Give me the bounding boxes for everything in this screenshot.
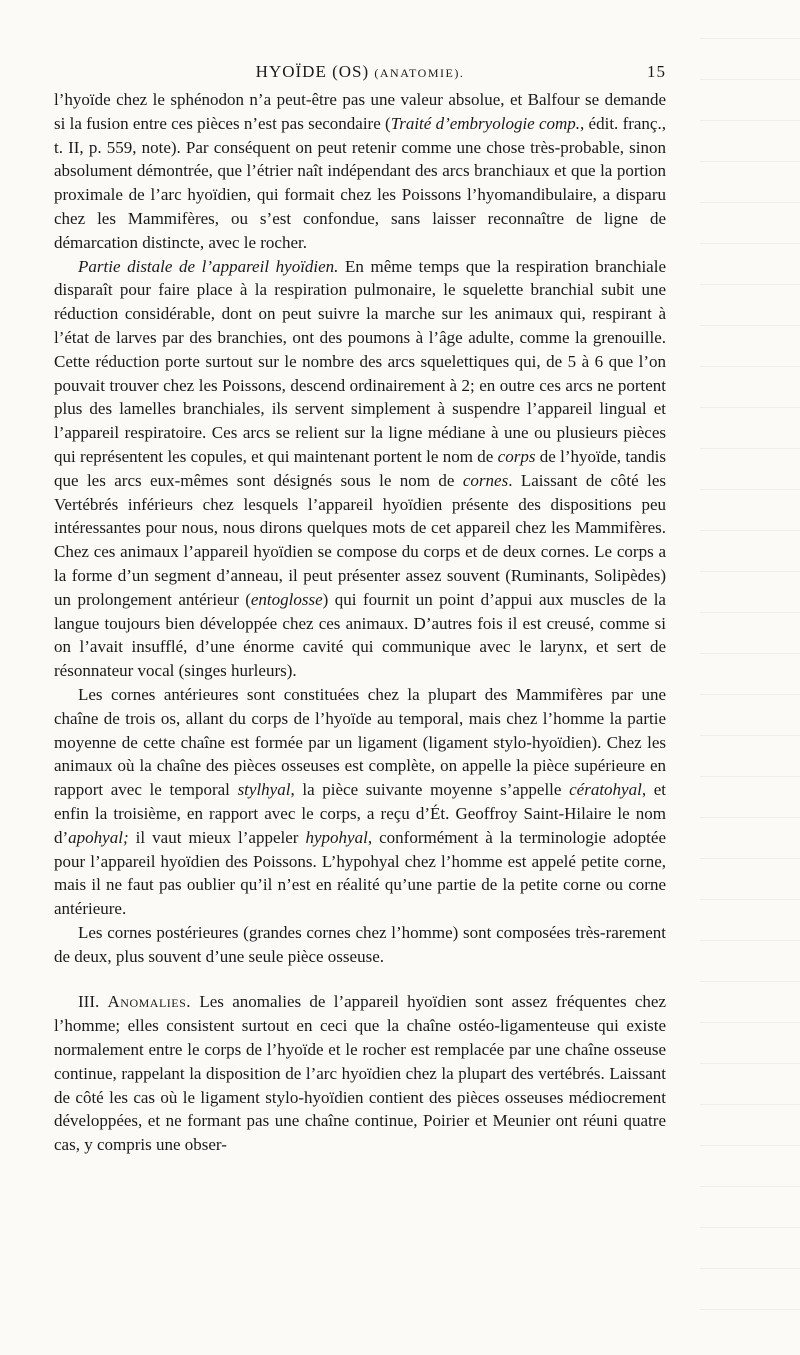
text-run: . Laissant de côté les Vertébrés inférieurs chez lesquels l’appareil hyoïdien présente des dispositions peu intéressantes pour nous, nous dirons quelques mots de cet appareil chez les Mammifères. Chez ces animaux l’appareil hyoïdien se compose du corps et de deux cornes. Le corps a la forme d’un segment d’anneau, il peut présenter assez souvent (Ruminants, Solipèdes) un prolongement antérieur ( [54,470,666,609]
italic-text: apohyal; [68,827,129,847]
italic-text: cératohyal [569,780,642,800]
text-run: , édit. franç., t. II, p. 559, note). Par conséquent on peut retenir comme une chose très-probable, sinon absolument démontrée, que l’étrier naît indépendant des arcs branchiaux et que la portion proximale de l’arc hyoïdien, qui formait chez les Poissons l’hyomandibulaire, a disparu chez les Mammifères, ou s’est confondue, sans laisser reconnaître de ligne de démarcation distincte, avec le rocher. [54,113,666,252]
italic-text: cornes [462,470,509,490]
text-run: , et enfin la troisième, en rapport avec le corps, a reçu d’Ét. Geoffroy Saint-Hilaire le nom d’ [54,780,666,847]
text-run: Les cornes postérieures (grandes cornes chez l’homme) sont composées très-rarement de deux, plus souvent d’une seule pièce osseuse. [54,922,666,966]
italic-text: hypohyal [305,827,368,847]
italic-text: stylhyal [237,780,291,800]
paragraph [54,990,666,1157]
section-heading: Anomalies. [107,992,192,1012]
text-run: l’hyoïde chez le sphénodon n’a peut-être pas une valeur absolue, et Balfour se demande si la fusion entre ces pièces n’est pas secondaire ( [54,90,666,133]
text-run: Les anomalies de l’appareil hyoïdien sont assez fréquentes chez l’homme; elles consistent surtout en ceci que la chaîne ostéo-ligamenteuse qui existe normalement entre le corps de l’hyoïde et le rocher est remplacée par une chaîne osseuse continue, rappelant la disposition de l’arc hyoïdien chez la plupart des vertébrés. Laissant de côté les cas où le ligament stylo-hyoïdien contient des pièces osseuses médiocrement développées, et ne formant pas une chaîne continue, Poirier et Meunier ont réuni quatre cas, y compris une obser- [54,992,666,1155]
running-title-main: HYOÏDE (OS) [255,62,370,81]
text-run: , la pièce suivante moyenne s’appelle [290,780,570,800]
text-run: En même temps que la respiration branchiale disparaît pour faire place à la respiration pulmonaire, le squelette branchial subit une réduction considérable, dont on peut suivre la marche sur les animaux qui, respirant à l’état de larves par des branchies, ont des poumons à l’âge adulte, comme la grenouille. Cette réduction porte surtout sur le nombre des arcs squelettiques qui, de 5 à 6 que l’on pouvait trouver chez les Poissons, descend ordinairement à 2; en outre ces arcs ne portent plus des lamelles branchiales, ils servent simplement à suspendre l’appareil lingual et l’appareil respiratoire. Ces arcs se relient sur la ligne médiane à une ou plusieurs pièces qui représentent les copules, et qui maintenant portent le nom de [54,256,666,466]
italic-text: corps [497,446,536,466]
text-run: , conformément à la terminologie adoptée pour l’appareil hyoïdien des Poissons. L’hypohyal chez l’homme est appelé petite corne, mais il ne faut pas oublier qu’il n’est en réalité qu’une partie de la petite corne ou corne antérieure. [54,827,666,919]
running-header [54,62,666,88]
running-title-section: (ANATOMIE). [374,66,465,80]
text-run: il vaut mieux l’appeler [128,827,306,847]
page-number: 15 [647,62,666,81]
scanned-edge-artifacts [700,20,800,1350]
text-run: III. [78,992,108,1012]
text-run: ) qui fournit un point d’appui aux muscles de la langue toujours bien développée chez ces animaux. D’autres fois il est creusé, comme si on l’avait insufflé, d’une énorme cavité qui communique avec le larynx, et sert de résonnateur vocal (singes hurleurs). [54,589,666,681]
body-text [54,88,666,1157]
paragraph [54,88,666,255]
running-title [54,62,666,82]
book-page [54,62,666,1157]
italic-text: entoglosse [250,589,323,609]
text-run: Les cornes antérieures sont constituées chez la plupart des Mammifères par une chaîne de trois os, allant du corps de l’hyoïde au temporal, mais chez l’homme la partie moyenne de cette chaîne est formée par un ligament (ligament stylo-hyoïdien). Chez les animaux où la chaîne des pièces osseuses est complète, on appelle la pièce supérieure en rapport avec le temporal [54,684,666,800]
paragraph [54,255,666,683]
paragraph [54,683,666,921]
italic-text: Traité d’embryologie comp. [390,113,581,133]
paragraph [54,921,666,969]
italic-text: Partie distale de l’appareil hyoïdien. [78,256,339,276]
text-run: de l’hyoïde, tandis que les arcs eux-mêmes sont désignés sous le nom de [54,446,666,490]
